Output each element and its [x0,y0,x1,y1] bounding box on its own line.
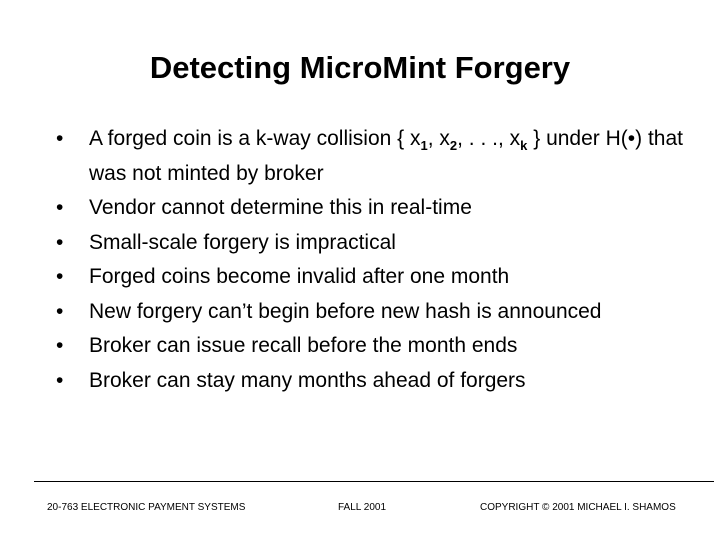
footer-course: 20-763 ELECTRONIC PAYMENT SYSTEMS [47,502,246,513]
bullet-item [56,191,706,226]
bullet-dot-icon: • [56,127,64,150]
bullet-item [56,295,706,330]
bullet-text: Broker can issue recall before the month ends [89,334,518,357]
bullet-text: Small-scale forgery is impractical [89,230,396,254]
bullet-dot-icon: • [56,230,64,254]
bullet-text: Broker can stay many months ahead of forgers [89,368,526,392]
slide-title: Detecting MicroMint Forgery [149,50,571,85]
bullet-dot-icon: • [56,299,64,323]
bullet-dot-icon: • [56,265,64,288]
bullet-dot-icon: • [56,334,64,357]
bullet-list [56,122,706,398]
footer-divider [34,481,714,482]
footer-copyright: COPYRIGHT © 2001 MICHAEL I. SHAMOS [480,502,676,513]
bullet-text: A forged coin is a k-way collision { $x_1$, $x_2$, . . ., $x_k$ } under H(•) that was not minted by broker [89,127,683,185]
bullet-dot-icon: • [56,368,64,392]
bullet-item [56,122,706,191]
bullet-dot-icon: • [56,196,64,219]
bullet-item [56,226,706,261]
bullet-text: Forged coins become invalid after one month [89,265,510,288]
footer-term: FALL 2001 [338,502,387,513]
bullet-item [56,364,706,399]
bullet-text: Vendor cannot determine this in real-time [89,196,472,219]
bullet-text: New forgery can’t begin before new hash is announced [89,299,602,323]
bullet-item [56,260,706,295]
bullet-item [56,329,706,364]
